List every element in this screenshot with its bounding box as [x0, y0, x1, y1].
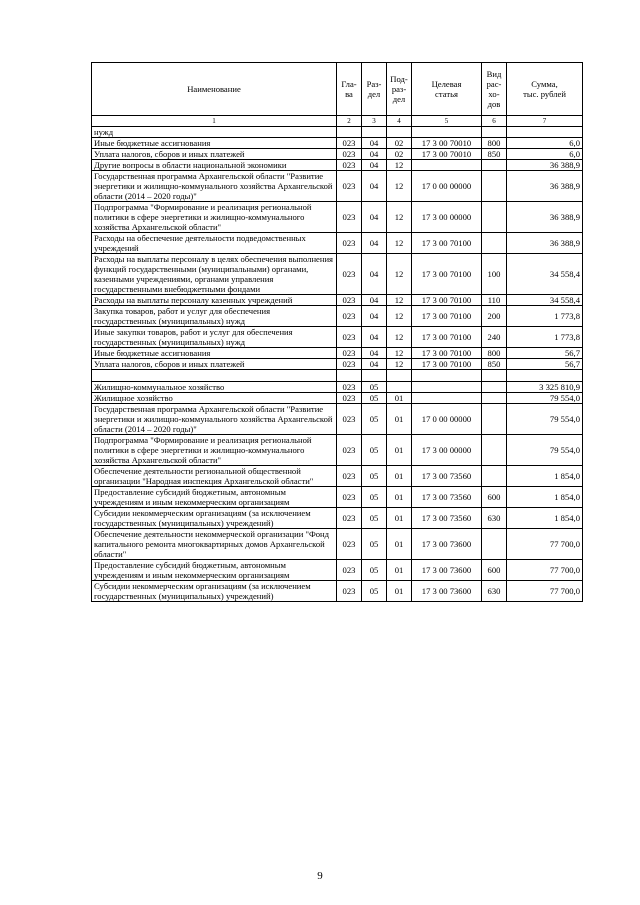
- cell-celevaya: 17 3 00 73560: [412, 466, 482, 487]
- cell-razdel: 04: [362, 295, 387, 306]
- header-podrazdel: Под- раз- дел: [387, 63, 412, 116]
- cell-vid: [482, 466, 507, 487]
- cell-vid: [482, 382, 507, 393]
- cell-razdel: 04: [362, 233, 387, 254]
- cell-glava: 023: [337, 404, 362, 435]
- table-row: [92, 382, 583, 393]
- cell-podrazdel: 01: [387, 529, 412, 560]
- header-summa: Сумма, тыс. рублей: [507, 63, 583, 116]
- cell-razdel: 04: [362, 171, 387, 202]
- cell-celevaya: 17 3 00 73560: [412, 508, 482, 529]
- cell-glava: 023: [337, 529, 362, 560]
- cell-glava: 023: [337, 560, 362, 581]
- cell-vid: 850: [482, 149, 507, 160]
- table-row: [92, 327, 583, 348]
- cell-name: Государственная программа Архангельской области "Развитие энергетики и жилищно-коммунального хозяйства Архангельской области (2014 – 2020 годы)": [92, 171, 337, 202]
- cell-razdel: 04: [362, 348, 387, 359]
- table-row: [92, 233, 583, 254]
- cell-podrazdel: 01: [387, 404, 412, 435]
- cell-name: Закупка товаров, работ и услуг для обеспечения государственных (муниципальных) нужд: [92, 306, 337, 327]
- cell-razdel: 04: [362, 160, 387, 171]
- cell-name: Иные бюджетные ассигнования: [92, 138, 337, 149]
- cell-glava: 023: [337, 295, 362, 306]
- cell-summa: 36 388,9: [507, 233, 583, 254]
- cell-summa: 34 558,4: [507, 295, 583, 306]
- cell-vid: [482, 233, 507, 254]
- cell-podrazdel: 12: [387, 348, 412, 359]
- cell-summa: 3 325 810,9: [507, 382, 583, 393]
- cell-vid: 630: [482, 508, 507, 529]
- cell-podrazdel: 12: [387, 233, 412, 254]
- table-row: [92, 171, 583, 202]
- cell-razdel: 04: [362, 202, 387, 233]
- cell-glava: 023: [337, 233, 362, 254]
- budget-table: [91, 62, 583, 602]
- cell-vid: 200: [482, 306, 507, 327]
- cell-celevaya: [412, 127, 482, 138]
- cell-summa: 79 554,0: [507, 435, 583, 466]
- cell-vid: [482, 529, 507, 560]
- cell-name: Подпрограмма "Формирование и реализация региональной политики в сфере энергетики и жилищно-коммунального хозяйства Архангельской области": [92, 435, 337, 466]
- cell-celevaya: 17 3 00 73600: [412, 560, 482, 581]
- cell-summa: 56,7: [507, 348, 583, 359]
- cell-name: Жилищное хозяйство: [92, 393, 337, 404]
- cell-razdel: 05: [362, 435, 387, 466]
- cell-razdel: 04: [362, 138, 387, 149]
- cell-name: Предоставление субсидий бюджетным, автономным учреждениям и иным некоммерческим организациям: [92, 560, 337, 581]
- cell-name: Субсидии некоммерческим организациям (за исключением государственных (муниципальных) учреждений): [92, 508, 337, 529]
- cell-celevaya: 17 3 00 00000: [412, 435, 482, 466]
- cell-name: Государственная программа Архангельской области "Развитие энергетики и жилищно-коммунального хозяйства Архангельской области (2014 – 2020 годы)": [92, 404, 337, 435]
- cell-name: Иные закупки товаров, работ и услуг для обеспечения государственных (муниципальных) нужд: [92, 327, 337, 348]
- cell-name: Обеспечение деятельности региональной общественной организации "Народная инспекция Архангельской области": [92, 466, 337, 487]
- cell-summa: 1 854,0: [507, 487, 583, 508]
- cell-summa: 1 773,8: [507, 306, 583, 327]
- table-row: [92, 348, 583, 359]
- column-number: 4: [387, 116, 412, 127]
- cell-glava: 023: [337, 581, 362, 602]
- cell-summa: 36 388,9: [507, 160, 583, 171]
- cell-podrazdel: [387, 370, 412, 382]
- cell-vid: 240: [482, 327, 507, 348]
- cell-summa: 6,0: [507, 149, 583, 160]
- cell-celevaya: 17 3 00 70010: [412, 138, 482, 149]
- cell-podrazdel: 02: [387, 149, 412, 160]
- cell-razdel: [362, 127, 387, 138]
- cell-podrazdel: 12: [387, 160, 412, 171]
- table-row: [92, 160, 583, 171]
- cell-glava: 023: [337, 202, 362, 233]
- cell-vid: 630: [482, 581, 507, 602]
- cell-vid: [482, 202, 507, 233]
- cell-vid: 800: [482, 348, 507, 359]
- cell-glava: 023: [337, 382, 362, 393]
- cell-podrazdel: 12: [387, 359, 412, 370]
- table-row: [92, 359, 583, 370]
- table-row: [92, 529, 583, 560]
- cell-glava: [337, 127, 362, 138]
- column-number: 7: [507, 116, 583, 127]
- cell-podrazdel: 01: [387, 435, 412, 466]
- cell-summa: 77 700,0: [507, 560, 583, 581]
- cell-name: Подпрограмма "Формирование и реализация региональной политики в сфере энергетики и жилищно-коммунального хозяйства Архангельской области": [92, 202, 337, 233]
- cell-podrazdel: 12: [387, 171, 412, 202]
- cell-name: Обеспечение деятельности некоммерческой организации "Фонд капитального ремонта многоквартирных домов Архангельской области": [92, 529, 337, 560]
- cell-celevaya: 17 3 00 70100: [412, 348, 482, 359]
- header-name: Наименование: [92, 63, 337, 116]
- header-razdel: Раз- дел: [362, 63, 387, 116]
- cell-summa: 79 554,0: [507, 404, 583, 435]
- cell-summa: 6,0: [507, 138, 583, 149]
- cell-name: Уплата налогов, сборов и иных платежей: [92, 149, 337, 160]
- cell-vid: 600: [482, 560, 507, 581]
- cell-summa: 36 388,9: [507, 202, 583, 233]
- cell-glava: 023: [337, 254, 362, 295]
- cell-vid: 800: [482, 138, 507, 149]
- table-row: [92, 508, 583, 529]
- cell-glava: 023: [337, 508, 362, 529]
- cell-name: нужд: [92, 127, 337, 138]
- table-row: [92, 127, 583, 138]
- cell-celevaya: 17 0 00 00000: [412, 404, 482, 435]
- cell-vid: [482, 393, 507, 404]
- cell-razdel: 05: [362, 382, 387, 393]
- cell-podrazdel: [387, 382, 412, 393]
- cell-summa: 77 700,0: [507, 581, 583, 602]
- header-glava: Гла- ва: [337, 63, 362, 116]
- cell-name: Расходы на выплаты персоналу казенных учреждений: [92, 295, 337, 306]
- table-row: [92, 560, 583, 581]
- cell-podrazdel: 01: [387, 508, 412, 529]
- column-number: 2: [337, 116, 362, 127]
- cell-razdel: 05: [362, 404, 387, 435]
- cell-razdel: 05: [362, 393, 387, 404]
- cell-glava: 023: [337, 138, 362, 149]
- cell-glava: 023: [337, 149, 362, 160]
- cell-celevaya: 17 3 00 70100: [412, 295, 482, 306]
- cell-summa: 56,7: [507, 359, 583, 370]
- table-row: [92, 149, 583, 160]
- table-row: [92, 487, 583, 508]
- header-celevaya: Целевая статья: [412, 63, 482, 116]
- cell-podrazdel: 01: [387, 581, 412, 602]
- cell-name: Другие вопросы в области национальной экономики: [92, 160, 337, 171]
- cell-podrazdel: [387, 127, 412, 138]
- cell-glava: 023: [337, 327, 362, 348]
- cell-podrazdel: 12: [387, 327, 412, 348]
- cell-name: Уплата налогов, сборов и иных платежей: [92, 359, 337, 370]
- table-row: [92, 393, 583, 404]
- cell-celevaya: 17 3 00 73600: [412, 529, 482, 560]
- table-row: [92, 435, 583, 466]
- cell-summa: 1 854,0: [507, 466, 583, 487]
- cell-celevaya: 17 3 00 00000: [412, 202, 482, 233]
- cell-name: Жилищно-коммунальное хозяйство: [92, 382, 337, 393]
- cell-razdel: 04: [362, 254, 387, 295]
- cell-podrazdel: 12: [387, 306, 412, 327]
- cell-podrazdel: 01: [387, 560, 412, 581]
- cell-celevaya: 17 3 00 70100: [412, 254, 482, 295]
- table-row: [92, 404, 583, 435]
- cell-podrazdel: 12: [387, 295, 412, 306]
- cell-summa: 1 854,0: [507, 508, 583, 529]
- cell-podrazdel: 12: [387, 202, 412, 233]
- table-row: [92, 295, 583, 306]
- header-vid: Вид рас- хо- дов: [482, 63, 507, 116]
- cell-celevaya: 17 3 00 70010: [412, 149, 482, 160]
- table-row: [92, 138, 583, 149]
- cell-summa: 34 558,4: [507, 254, 583, 295]
- cell-vid: [482, 127, 507, 138]
- cell-glava: 023: [337, 171, 362, 202]
- cell-razdel: 05: [362, 508, 387, 529]
- cell-glava: 023: [337, 435, 362, 466]
- cell-summa: [507, 370, 583, 382]
- cell-podrazdel: 02: [387, 138, 412, 149]
- cell-summa: 36 388,9: [507, 171, 583, 202]
- cell-razdel: 05: [362, 466, 387, 487]
- cell-celevaya: 17 3 00 70100: [412, 359, 482, 370]
- table-body: [92, 127, 583, 602]
- cell-vid: [482, 370, 507, 382]
- cell-glava: [337, 370, 362, 382]
- column-number: 5: [412, 116, 482, 127]
- cell-celevaya: 17 3 00 70100: [412, 327, 482, 348]
- cell-summa: [507, 127, 583, 138]
- cell-vid: 100: [482, 254, 507, 295]
- cell-celevaya: 17 3 00 73560: [412, 487, 482, 508]
- cell-celevaya: 17 3 00 70100: [412, 233, 482, 254]
- cell-name: Субсидии некоммерческим организациям (за исключением государственных (муниципальных) учреждений): [92, 581, 337, 602]
- cell-glava: 023: [337, 160, 362, 171]
- column-number-row: [92, 116, 583, 127]
- cell-name: Предоставление субсидий бюджетным, автономным учреждениям и иным некоммерческим организациям: [92, 487, 337, 508]
- cell-razdel: 04: [362, 306, 387, 327]
- cell-glava: 023: [337, 359, 362, 370]
- cell-vid: 850: [482, 359, 507, 370]
- page-number: 9: [317, 870, 323, 882]
- cell-vid: 600: [482, 487, 507, 508]
- cell-podrazdel: 01: [387, 393, 412, 404]
- cell-glava: 023: [337, 348, 362, 359]
- cell-vid: [482, 171, 507, 202]
- header-row: [92, 63, 583, 116]
- cell-celevaya: [412, 160, 482, 171]
- cell-glava: 023: [337, 306, 362, 327]
- column-number: 3: [362, 116, 387, 127]
- table-row: [92, 370, 583, 382]
- table-row: [92, 466, 583, 487]
- cell-vid: [482, 160, 507, 171]
- cell-celevaya: 17 3 00 73600: [412, 581, 482, 602]
- cell-razdel: 05: [362, 581, 387, 602]
- cell-celevaya: [412, 370, 482, 382]
- cell-glava: 023: [337, 466, 362, 487]
- table-row: [92, 202, 583, 233]
- cell-celevaya: [412, 382, 482, 393]
- cell-summa: 1 773,8: [507, 327, 583, 348]
- cell-razdel: [362, 370, 387, 382]
- cell-razdel: 05: [362, 487, 387, 508]
- cell-vid: 110: [482, 295, 507, 306]
- cell-name: Расходы на обеспечение деятельности подведомственных учреждений: [92, 233, 337, 254]
- cell-name: Расходы на выплаты персоналу в целях обеспечения выполнения функций государственными (муниципальными) органами, казенными учреждениями, органами управления государственными внебюджетными фондами: [92, 254, 337, 295]
- cell-glava: 023: [337, 487, 362, 508]
- column-number: 6: [482, 116, 507, 127]
- cell-summa: 77 700,0: [507, 529, 583, 560]
- cell-razdel: 05: [362, 529, 387, 560]
- cell-razdel: 04: [362, 327, 387, 348]
- table-row: [92, 254, 583, 295]
- cell-vid: [482, 435, 507, 466]
- cell-podrazdel: 01: [387, 487, 412, 508]
- cell-vid: [482, 404, 507, 435]
- cell-razdel: 04: [362, 149, 387, 160]
- cell-summa: 79 554,0: [507, 393, 583, 404]
- cell-celevaya: [412, 393, 482, 404]
- table-row: [92, 306, 583, 327]
- cell-name: [92, 370, 337, 382]
- cell-razdel: 05: [362, 560, 387, 581]
- cell-podrazdel: 01: [387, 466, 412, 487]
- column-number: 1: [92, 116, 337, 127]
- cell-celevaya: 17 0 00 00000: [412, 171, 482, 202]
- cell-name: Иные бюджетные ассигнования: [92, 348, 337, 359]
- cell-glava: 023: [337, 393, 362, 404]
- cell-podrazdel: 12: [387, 254, 412, 295]
- cell-razdel: 04: [362, 359, 387, 370]
- table-row: [92, 581, 583, 602]
- cell-celevaya: 17 3 00 70100: [412, 306, 482, 327]
